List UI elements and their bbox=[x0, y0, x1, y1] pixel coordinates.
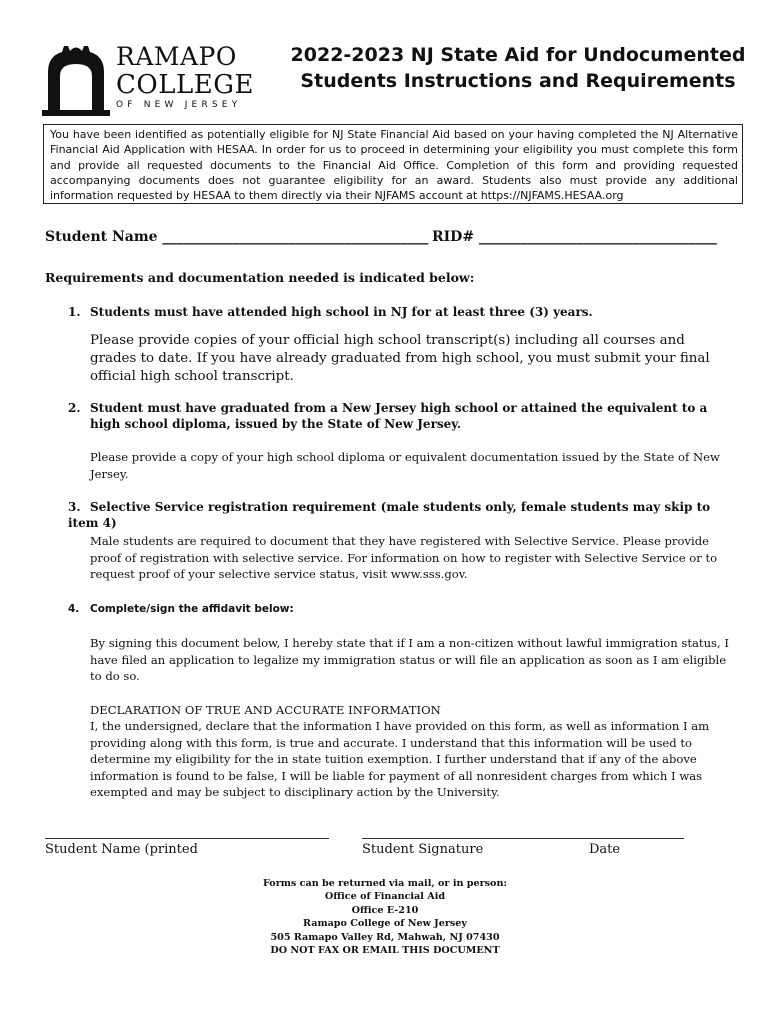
item-1-body: Please provide copies of your official high school transcript(s) including all courses and grades to date. If you have already graduated from high school, you must submit your final official high school transcript. bbox=[90, 333, 710, 384]
item-4-heading-text: Complete/sign the affidavit below: bbox=[90, 603, 294, 615]
college-logo bbox=[42, 42, 254, 116]
item-3-body: Male students are required to document that they have registered with Selective Service. Please provide proof of registration with selective service. For information on how to register with Selective Service or to request proof of your selective service status, visit www.sss.gov. bbox=[90, 534, 718, 581]
declaration-title: DECLARATION OF TRUE AND ACCURATE INFORMATION bbox=[90, 703, 441, 717]
logo-text-ramapo: RAMAPO bbox=[116, 42, 237, 71]
title-line-2: Students Instructions and Requirements bbox=[300, 70, 736, 92]
item-4-heading bbox=[68, 601, 728, 617]
item-3-number: 3. bbox=[68, 500, 81, 514]
item-2-heading bbox=[68, 400, 728, 432]
arch-gate-icon bbox=[42, 42, 110, 116]
footer-line-2: Office of Financial Aid bbox=[324, 891, 446, 903]
item-4-body: By signing this document below, I hereby state that if I am a non-citizen without lawful immigration status, I have filed an application to legalize my immigration status or will file an application as soon as I am eligible to do so. bbox=[90, 636, 729, 683]
item-3-heading-text: Selective Service registration requirement (male students only, female students may skip to item 4) bbox=[68, 500, 711, 530]
item-1-number: 1. bbox=[68, 305, 81, 319]
footer-line-6: DO NOT FAX OR EMAIL THIS DOCUMENT bbox=[270, 945, 500, 957]
page-title bbox=[283, 42, 753, 94]
return-instructions bbox=[185, 877, 585, 957]
rid-field: RID# __________________________________ bbox=[432, 229, 717, 245]
item-4-number: 4. bbox=[68, 603, 80, 615]
item-2-number: 2. bbox=[68, 401, 81, 415]
student-signature-label: Student Signature bbox=[362, 842, 484, 857]
student-name-line[interactable] bbox=[45, 838, 329, 839]
logo-text-college: COLLEGE bbox=[116, 70, 254, 100]
title-line-1: 2022-2023 NJ State Aid for Undocumented bbox=[290, 44, 746, 66]
item-2-body: Please provide a copy of your high school diploma or equivalent documentation issued by the State of New Jersey. bbox=[90, 450, 720, 481]
logo-text-nj: OF NEW JERSEY bbox=[116, 100, 242, 110]
student-name-printed-label: Student Name (printed bbox=[45, 842, 198, 857]
declaration-body: I, the undersigned, declare that the information I have provided on this form, as well as information I am providing along with this form, is true and accurate. I understand that this information will be used to determine my eligibility for the in state tuition exemption. I further understand that if any of the above information is found to be false, I will be liable for payment of all nonresident charges from which I was exempted and may be subject to disciplinary action by the University. bbox=[90, 719, 710, 799]
item-1-heading bbox=[68, 304, 728, 320]
footer-line-5: 505 Ramapo Valley Rd, Mahwah, NJ 07430 bbox=[270, 931, 500, 943]
student-name-field: Student Name ______________________________________ bbox=[45, 229, 429, 245]
footer-line-3: Office E-210 bbox=[351, 904, 419, 916]
date-label: Date bbox=[589, 842, 621, 857]
item-3-heading bbox=[68, 499, 728, 531]
footer-line-4: Ramapo College of New Jersey bbox=[303, 918, 467, 930]
signature-date-line[interactable] bbox=[362, 838, 684, 839]
intro-box: You have been identified as potentially eligible for NJ State Financial Aid based on your having completed the NJ Alternative Financial Aid Application with HESAA. In order for us to proceed in determining your eligibility you must complete this form and provide all requested documents to the Financial Aid Office. Completion of this form and providing requested accompanying documents does not guarantee eligibility for an award. Students also must provide any additional information requested by HESAA to them directly via their NJFAMS account at https://NJFAMS.HESAA.org bbox=[43, 124, 743, 204]
requirements-heading: Requirements and documentation needed is indicated below: bbox=[45, 270, 475, 285]
item-1-heading-text: Students must have attended high school in NJ for at least three (3) years. bbox=[90, 305, 593, 319]
footer-line-1: Forms can be returned via mail, or in person: bbox=[263, 878, 507, 889]
item-2-heading-text: Student must have graduated from a New Jersey high school or attained the equivalent to a high school diploma, issued by the State of New Jersey. bbox=[90, 401, 708, 431]
